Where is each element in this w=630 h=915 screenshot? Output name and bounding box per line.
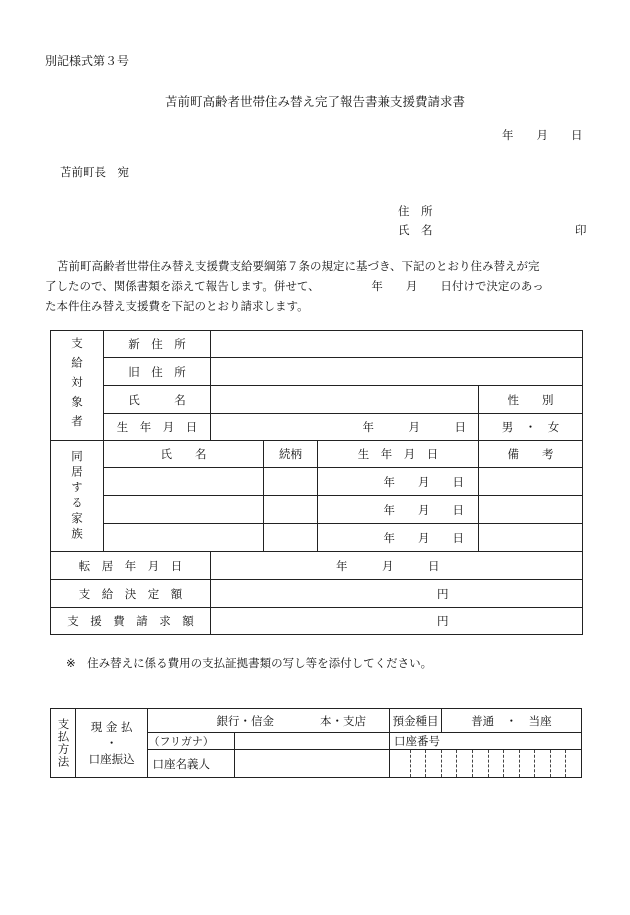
body-paragraph: [45, 256, 595, 316]
seal-mark: 印: [575, 223, 587, 237]
birthdate-field[interactable]: 年 月 日: [211, 414, 479, 441]
payment-table: [50, 708, 582, 778]
decision-amount-field[interactable]: 円: [211, 580, 583, 608]
account-digit[interactable]: [410, 750, 426, 778]
family-note-field[interactable]: [479, 468, 583, 496]
request-amount-field[interactable]: 円: [211, 608, 583, 635]
family-relation-field[interactable]: [264, 524, 318, 552]
family-birth-field[interactable]: 年 月 日: [318, 524, 479, 552]
account-holder-field[interactable]: [234, 750, 390, 778]
birthdate-label: 生 年 月 日: [104, 414, 211, 441]
new-address-label: 新 住 所: [104, 331, 211, 358]
recipient-name-field[interactable]: [211, 386, 479, 414]
account-digit[interactable]: [550, 750, 566, 778]
transfer-option[interactable]: 口座振込: [88, 752, 135, 766]
account-digit[interactable]: [457, 750, 473, 778]
family-relation-field[interactable]: [264, 496, 318, 524]
account-digit[interactable]: [441, 750, 457, 778]
account-holder-label: 口座名義人: [148, 750, 234, 778]
document-title: 苫前町高齢者世帯住み替え完了報告書兼支援費請求書: [164, 94, 465, 109]
decision-amount-label: 支 給 決 定 額: [51, 580, 211, 608]
family-relation-field[interactable]: [264, 468, 318, 496]
account-digit[interactable]: [504, 750, 520, 778]
attachment-note: ※ 住み替えに係る費用の支払証拠書類の写し等を添付してください。: [66, 656, 433, 670]
family-header: 同居する家族: [70, 449, 84, 543]
family-name-field[interactable]: [104, 496, 264, 524]
family-name-field[interactable]: [104, 468, 264, 496]
payment-method-cell: [51, 709, 76, 778]
request-amount-label: 支 援 費 請 求 額: [51, 608, 211, 635]
recipient-name-label: 氏 名: [104, 386, 211, 414]
gender-label: 性 別: [479, 386, 583, 414]
new-address-field[interactable]: [211, 331, 583, 358]
family-note-header: 備 考: [479, 441, 583, 468]
account-digit[interactable]: [566, 750, 582, 778]
account-digit[interactable]: [472, 750, 488, 778]
family-birth-field[interactable]: 年 月 日: [318, 468, 479, 496]
family-header-cell: [51, 441, 104, 552]
address-label: 住 所: [398, 204, 433, 218]
bank-field[interactable]: 銀行・信金 本・支店: [148, 709, 390, 733]
recipient-header: 支給対象者: [70, 336, 84, 435]
cash-option[interactable]: 現 金 払: [90, 720, 133, 734]
family-name-field[interactable]: [104, 524, 264, 552]
family-name-header: 氏 名: [104, 441, 264, 468]
deposit-type-label: 預金種目: [390, 709, 442, 733]
name-label: 氏 名: [398, 223, 433, 237]
family-birth-header: 生 年 月 日: [318, 441, 479, 468]
payment-type-cell[interactable]: [75, 709, 148, 778]
family-note-field[interactable]: [479, 496, 583, 524]
body-line-3: た本件住み替え支援費を下記のとおり請求します。: [45, 299, 309, 313]
recipient-table: [50, 330, 583, 635]
gender-field[interactable]: 男 ・ 女: [479, 414, 583, 441]
form-number: 別記様式第３号: [45, 54, 130, 68]
account-digit[interactable]: [390, 750, 411, 778]
account-digit[interactable]: [535, 750, 551, 778]
account-digit[interactable]: [488, 750, 504, 778]
deposit-type-options[interactable]: 普通 ・ 当座: [441, 709, 581, 733]
separator-dot: ・: [105, 736, 118, 750]
old-address-field[interactable]: [211, 358, 583, 386]
furigana-field[interactable]: [234, 733, 390, 750]
account-number-label: 口座番号: [390, 733, 582, 750]
family-note-field[interactable]: [479, 524, 583, 552]
family-birth-field[interactable]: 年 月 日: [318, 496, 479, 524]
recipient-header-cell: [51, 331, 104, 441]
addressee: 苫前町長 宛: [60, 165, 129, 179]
body-line-1: 苫前町高齢者世帯住み替え支援費支給要綱第７条の規定に基づき、下記のとおり住み替えが完: [57, 259, 540, 273]
date-line: 年 月 日: [502, 128, 583, 142]
family-relation-header: 続柄: [264, 441, 318, 468]
move-date-field[interactable]: 年 月 日: [211, 552, 583, 580]
account-digit[interactable]: [519, 750, 535, 778]
old-address-label: 旧 住 所: [104, 358, 211, 386]
payment-method-header: 支払方法: [56, 718, 71, 768]
furigana-label: （フリガナ）: [148, 733, 234, 750]
body-line-2: 了したので、関係書類を添えて報告します。併せて、 年 月 日付けで決定のあっ: [45, 279, 544, 293]
account-digit[interactable]: [426, 750, 442, 778]
move-date-label: 転 居 年 月 日: [51, 552, 211, 580]
